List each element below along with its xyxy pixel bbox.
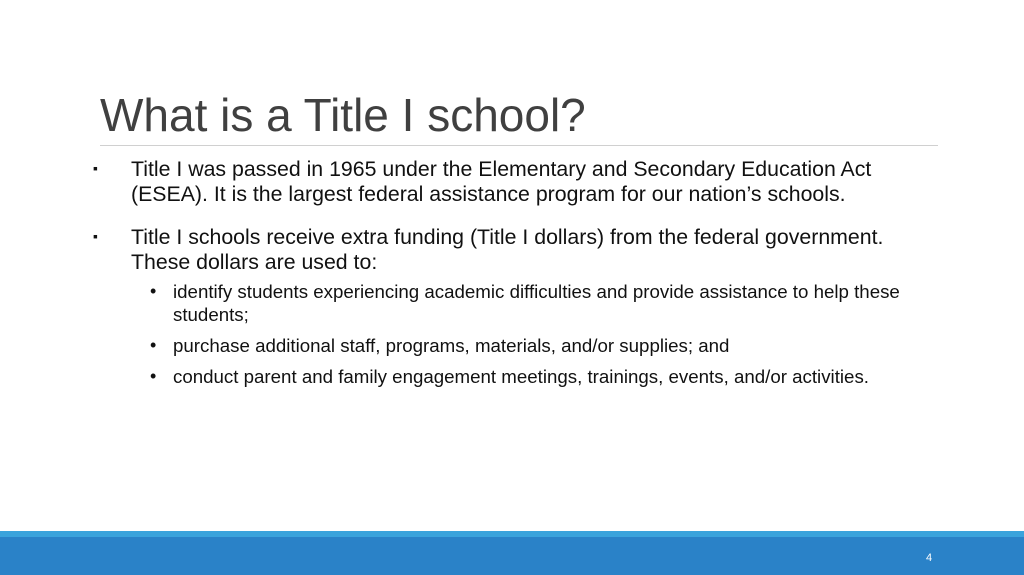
round-bullet-icon: • [150,335,157,355]
sub-bullet-text: conduct parent and family engagement meetings, trainings, events, and/or activities. [173,366,869,387]
sub-bullet-text: purchase additional staff, programs, materials, and/or supplies; and [173,335,730,356]
sub-bullet-text: identify students experiencing academic difficulties and provide assistance to help these students; [173,281,900,325]
bullet-item [90,157,920,207]
square-bullet-icon: ▪ [93,228,98,244]
page-number: 4 [926,552,933,564]
slide-content [90,157,920,406]
bullet-text: Title I was passed in 1965 under the Elementary and Secondary Education Act (ESEA). It is the largest federal assistance program for our nation’s schools. [131,157,872,206]
slide-title: What is a Title I school? [100,89,586,141]
sub-bullet-item [131,280,920,326]
footer-band [0,537,1024,575]
bullet-item [90,225,920,388]
bullet-text: Title I schools receive extra funding (Title I dollars) from the federal government. These dollars are used to: [131,225,884,274]
round-bullet-icon: • [150,281,157,301]
sub-bullet-item [131,365,920,388]
title-divider [100,145,938,146]
square-bullet-icon: ▪ [93,160,98,176]
sub-bullet-list [131,280,920,388]
sub-bullet-item [131,334,920,357]
round-bullet-icon: • [150,366,157,386]
